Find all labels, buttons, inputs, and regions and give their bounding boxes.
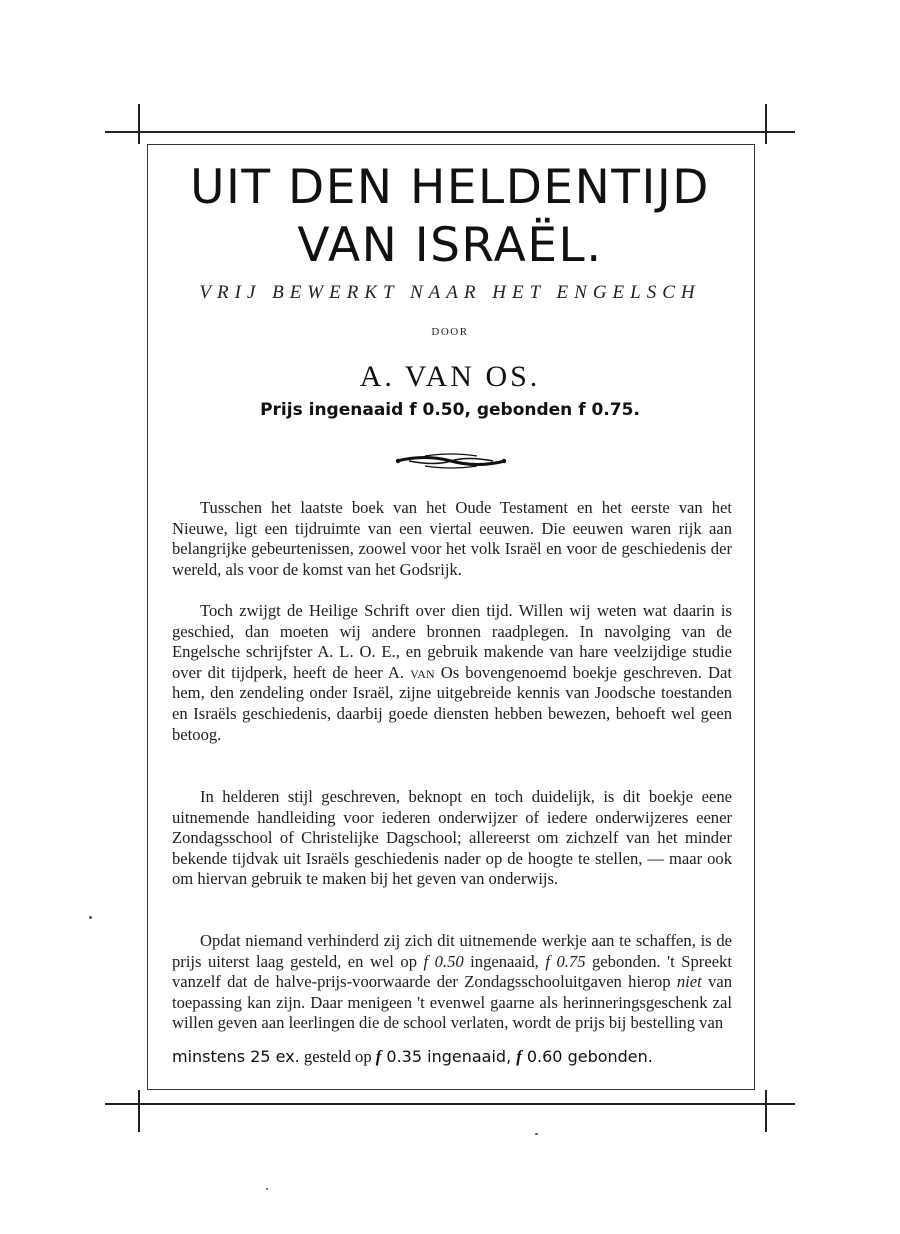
- crop-mark-bottom-line: [105, 1103, 795, 1105]
- paragraph-3-text: In helderen stijl geschreven, beknopt en toch duidelijk, is dit boekje eene uitnemende handleiding voor iederen onderwijzer of iedere onderwijzeres eener Zondagsschool of Christelijke Dagschool; allereerst om zichzelf van het minder bekende tijdvak uit Israëls geschiedenis nader op de hoogte te stellen, — maar ook om hiervan gebruik te maken bij het geven van onderwijs.: [172, 787, 732, 889]
- author-name: A. VAN OS.: [359, 360, 541, 393]
- paragraph-4-text-mid-2: gebonden. 't Spreekt vanzelf dat de halve-prijs-voorwaarde der Zondagsschooluitgaven hierop: [172, 951, 732, 992]
- paragraph-4-text-before: Opdat niemand verhinderd zij zich dit uitnemende werkje aan te schaffen, is de prijs uiterst laag gesteld, en wel op: [172, 931, 732, 971]
- paragraph-4-text-mid-1: ingenaaid,: [463, 951, 546, 971]
- final-line-florin-1: f: [375, 1047, 382, 1066]
- paragraph-4-emphasis: niet: [676, 972, 702, 992]
- scan-speck: [266, 1188, 268, 1190]
- paragraph-2-text-after: Os bovengenoemd boekje geschreven. Dat hem, den zendeling onder Israël, zijne uitgebreide kennis van Joodsche toestanden en Israëls geschiedenis, daarbij goede diensten hebben bewezen, behoeft wel geen betoog.: [172, 662, 732, 744]
- by-line: DOOR: [431, 326, 469, 338]
- crop-mark-top-line: [105, 131, 795, 133]
- final-line-florin-2: f: [516, 1047, 522, 1066]
- subtitle: VRIJ BEWERKT NAAR HET ENGELSCH: [199, 282, 701, 303]
- paragraph-3: [172, 787, 732, 890]
- scan-speck: [535, 1133, 538, 1135]
- price-line: Prijs ingenaaid f 0.50, gebonden f 0.75.: [260, 400, 640, 420]
- paragraph-4-price-2: f 0.75: [545, 951, 586, 971]
- final-order-line: [172, 1046, 732, 1068]
- crop-mark-top-right-vertical: [765, 104, 767, 144]
- final-line-text: gesteld op: [299, 1047, 376, 1066]
- paragraph-1-text: Tusschen het laatste boek van het Oude Testament en het eerste van het Nieuwe, ligt een tijdruimte van een viertal eeuwen. Die eeuwen waren rijk aan belangrijke gebeurtenissen, zoowel voor het volk Israël en voor de geschiedenis der wereld, als voor de komst van het Godsrijk.: [172, 498, 732, 579]
- paragraph-1: [172, 498, 732, 580]
- paragraph-4-price-1: f 0.50: [423, 951, 464, 971]
- final-line-minimum: minstens 25 ex.: [172, 1047, 300, 1066]
- crop-mark-bottom-right-vertical: [765, 1090, 767, 1132]
- crop-mark-top-left-vertical: [138, 104, 140, 144]
- scan-speck: [89, 916, 92, 919]
- flourish-ornament-icon: [395, 450, 507, 472]
- title-line-1: UIT DEN HELDENTIJD: [190, 160, 710, 215]
- final-line-price-bound: 0.60 gebonden.: [521, 1047, 653, 1066]
- crop-mark-bottom-left-vertical: [138, 1090, 140, 1132]
- paragraph-2-text-before: Toch zwijgt de Heilige Schrift over dien tijd. Willen wij weten wat daarin is geschied, dan moeten wij andere bronnen raadplegen. In navolging van de Engelsche schrijfster A. L. O. E., en gebruik makende van hare veelzijdige studie over dit tijdperk, heeft de heer A.: [172, 601, 732, 682]
- paragraph-2: [172, 601, 732, 745]
- paragraph-4: [172, 931, 732, 1034]
- paragraph-4-text-after: van toepassing kan zijn. Daar menigeen 't evenwel gaarne als herinneringsgeschenk zal willen geven aan leerlingen die de school verlaten, wordt de prijs bij bestelling van: [172, 972, 733, 1033]
- title-line-2: VAN ISRAËL.: [297, 218, 603, 273]
- final-line-price-stitched: 0.35 ingenaaid,: [381, 1047, 517, 1066]
- paragraph-2-small-caps: van: [410, 662, 435, 682]
